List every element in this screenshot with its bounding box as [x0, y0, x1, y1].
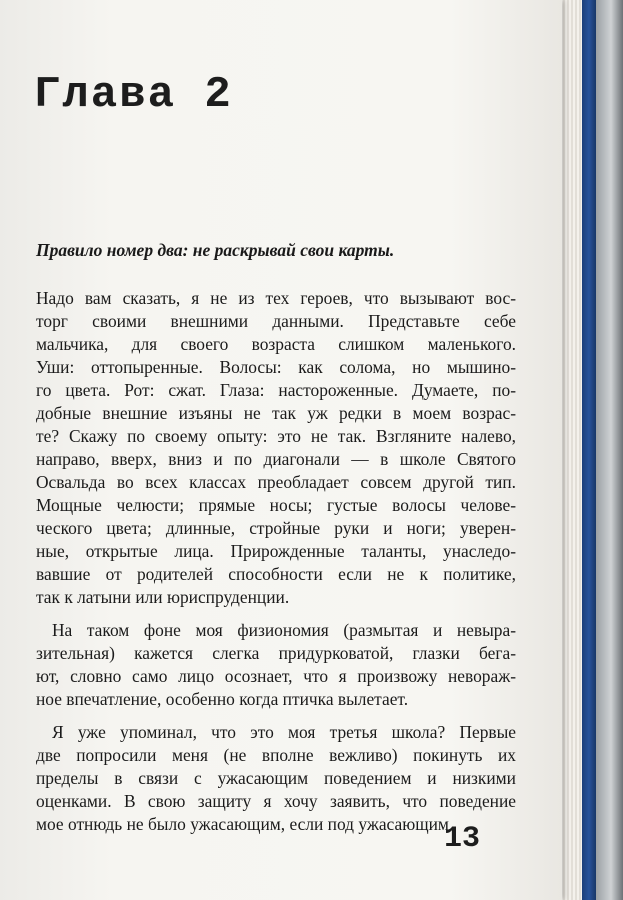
text-line: ческого цвета; длинные, стройные руки и ноги; уверен-: [36, 518, 516, 538]
text-line: ют, словно само лицо осознает, что я произвожу невораж-: [36, 666, 516, 686]
text-line: Я уже упоминал, что это моя третья школа? Первые: [52, 722, 516, 742]
book-page-edges: [560, 0, 583, 900]
text-line: ные, открытые лица. Прирожденные таланты, унаследо-: [36, 541, 516, 561]
paragraph: [36, 619, 516, 711]
text-line: го цвета. Рот: сжат. Глаза: настороженные. Думаете, по-: [36, 380, 516, 400]
text-line: добные внешние изъяны не так уж редки в моем возрас-: [36, 403, 516, 423]
text-line: мое отнюдь не было ужасающим, если под ужасающим: [36, 814, 449, 834]
text-line: вавшие от родителей способности если не к политике,: [36, 564, 516, 584]
text-line: торг своими внешними данными. Представьте себе: [36, 311, 516, 331]
paragraph: [36, 287, 516, 609]
text-line: мальчика, для своего возраста слишком маленького.: [36, 334, 516, 354]
text-line: направо, вверх, вниз и по диагонали — в школе Святого: [36, 449, 516, 469]
page-number: 13: [443, 822, 480, 856]
text-line: зительная) кажется слегка придурковатой, глазки бега-: [36, 643, 516, 663]
text-line: те? Скажу по своему опыту: это не так. Взгляните налево,: [36, 426, 516, 446]
text-line: оценками. В свою защиту я хочу заявить, что поведение: [36, 791, 516, 811]
paragraph: [36, 721, 516, 836]
text-line: Надо вам сказать, я не из тех героев, что вызывают вос-: [36, 288, 516, 308]
text-line: две попросили меня (не вполне вежливо) покинуть их: [36, 745, 516, 765]
text-line: Освальда во всех классах преобладает совсем другой тип.: [36, 472, 516, 492]
text-line: Мощные челюсти; прямые носы; густые волосы челове-: [36, 495, 516, 515]
text-line: Уши: оттопыренные. Волосы: как солома, но мышино-: [36, 357, 516, 377]
chapter-title: Глава 2: [34, 70, 233, 120]
body-text: [36, 287, 516, 846]
text-line: На таком фоне моя физиономия (размытая и невыра-: [52, 620, 516, 640]
text-line: пределы в связи с ужасающим поведением и низкими: [36, 768, 516, 788]
text-line: так к латыни или юриспруденции.: [36, 587, 290, 607]
text-line: ное впечатление, особенно когда птичка вылетает.: [36, 689, 409, 709]
epigraph: Правило номер два: не раскрывай свои карты.: [36, 240, 395, 260]
book-cover-edge: [582, 0, 596, 900]
